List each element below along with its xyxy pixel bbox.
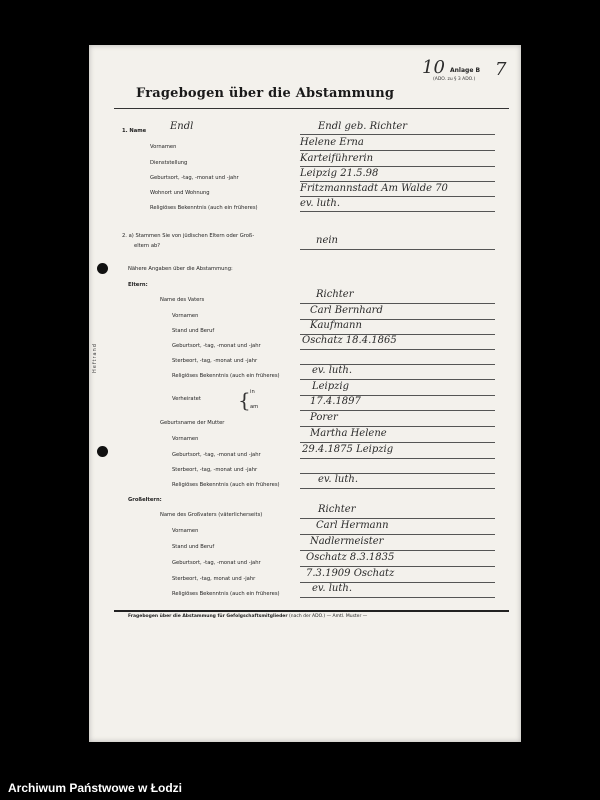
vater-relig-label: Religiöses Bekenntnis (auch ein früheres) [172, 373, 280, 379]
field-line [300, 597, 495, 598]
gv-geburt-value: Oschatz 8.3.1835 [306, 552, 395, 563]
gv-geburt-label: Geburtsort, -tag, -monat und -jahr [172, 560, 261, 566]
page-title: Fragebogen über die Abstammung [136, 86, 395, 101]
field-line [300, 249, 495, 250]
mutter-vornamen-value: Martha Helene [310, 428, 387, 439]
mutter-relig-value: ev. luth. [318, 474, 359, 485]
vater-beruf-value: Kaufmann [310, 320, 362, 331]
archive-label: Archiwum Państwowe w Łodzi [8, 781, 183, 795]
geburt-label: Geburtsort, -tag, -monat und -jahr [150, 175, 239, 181]
verheiratet-am-label: am [250, 404, 259, 410]
wohn-label: Wohnort und Wohnung [150, 190, 210, 196]
field-line [300, 349, 495, 350]
relig-value: ev. luth. [300, 198, 341, 209]
vater-geburt-label: Geburtsort, -tag, -monat und -jahr [172, 343, 261, 349]
vornamen-value: Helene Erna [300, 137, 364, 148]
verheiratet-am-value: 17.4.1897 [310, 396, 361, 407]
punch-hole [97, 446, 108, 457]
naehere-angaben: Nähere Angaben über die Abstammung: [128, 266, 233, 272]
field-line [300, 410, 495, 411]
gv-sterbe-value: 7.3.1909 Oschatz [306, 568, 395, 579]
anlage-label: Anlage B [450, 67, 481, 74]
field-line [300, 442, 495, 443]
footer-bold: Fragebogen über die Abstammung für Gefolgschaftsmitglieder [128, 614, 288, 619]
dienst-label: Dienststellung [150, 160, 188, 166]
grosseltern-heading: Großeltern: [128, 497, 162, 503]
vater-value: Richter [316, 289, 354, 300]
field-line [300, 303, 495, 304]
field-line [300, 426, 495, 427]
name-value-short: Endl [170, 121, 194, 132]
verheiratet-in-value: Leipzig [312, 381, 350, 392]
gv-beruf-value: Nadlermeister [310, 536, 384, 547]
eltern-heading: Eltern: [128, 282, 148, 288]
name-label: 1. Name [122, 128, 147, 134]
dienst-value: Karteiführerin [300, 153, 374, 164]
field-line [300, 550, 495, 551]
vater-geburt-value: Oschatz 18.4.1865 [302, 335, 397, 346]
mutter-value: Porer [310, 412, 338, 423]
vater-beruf-label: Stand und Beruf [172, 328, 215, 334]
grossvater-label: Name des Großvaters (väterlicherseits) [160, 512, 263, 518]
field-line [300, 518, 495, 519]
gv-vornamen-label: Vornamen [172, 528, 199, 534]
anlage-reference: (ADO. zu § 3 ADO.) [433, 77, 476, 82]
gv-vornamen-value: Carl Hermann [316, 520, 389, 531]
footer-rest: (nach der ADO.) — Amtl. Muster — [289, 614, 368, 619]
name-value-full: Endl geb. Richter [318, 121, 408, 132]
field-line [300, 458, 495, 459]
punch-hole [97, 263, 108, 274]
mutter-vornamen-label: Vornamen [172, 436, 199, 442]
question-jewish-line2: eltern ab? [134, 243, 161, 249]
verheiratet-in-label: in [250, 389, 255, 395]
mutter-sterbe-label: Sterbeort, -tag, -monat und -jahr [172, 467, 258, 473]
field-line [300, 488, 495, 489]
relig-label: Religiöses Bekenntnis (auch ein früheres) [150, 205, 258, 211]
mutter-geburt-label: Geburtsort, -tag, -monat und -jahr [172, 452, 261, 458]
handwritten-number: 10 [422, 57, 445, 78]
field-line [300, 211, 495, 212]
gv-beruf-label: Stand und Beruf [172, 544, 215, 550]
gv-sterbe-label: Sterbeort, -tag, monat und -jahr [172, 576, 256, 582]
question-jewish-value: nein [316, 235, 338, 246]
brace-glyph: { [238, 388, 251, 412]
mutter-geburt-value: 29.4.1875 Leipzig [302, 444, 394, 455]
mutter-label: Geburtsname der Mutter [160, 420, 225, 426]
field-line [300, 181, 495, 182]
grossvater-value: Richter [318, 504, 356, 515]
vater-label: Name des Vaters [160, 297, 205, 303]
footer-text [128, 614, 367, 619]
vornamen-label: Vornamen [150, 144, 177, 150]
field-line [300, 150, 495, 151]
vater-vornamen-label: Vornamen [172, 313, 199, 319]
handwritten-mark: 7 [495, 59, 507, 80]
title-divider [114, 108, 509, 109]
wohn-value: Fritzmannstadt Am Walde 70 [300, 183, 448, 194]
vater-sterbe-label: Sterbeort, -tag, -monat und -jahr [172, 358, 258, 364]
side-label: Heftrand [91, 343, 98, 373]
question-jewish-line1: 2. a) Stammen Sie von jüdischen Eltern oder Groß- [122, 233, 255, 239]
field-line [300, 566, 495, 567]
field-line [300, 134, 495, 135]
verheiratet-label: Verheiratet [172, 396, 201, 402]
footer-divider [114, 610, 509, 612]
gv-relig-value: ev. luth. [312, 583, 353, 594]
mutter-relig-label: Religiöses Bekenntnis (auch ein früheres) [172, 482, 280, 488]
field-line [300, 379, 495, 380]
vater-vornamen-value: Carl Bernhard [310, 305, 383, 316]
field-line [300, 166, 495, 167]
field-line [300, 196, 495, 197]
gv-relig-label: Religiöses Bekenntnis (auch ein früheres) [172, 591, 280, 597]
geburt-value: Leipzig 21.5.98 [300, 168, 379, 179]
vater-relig-value: ev. luth. [312, 365, 353, 376]
field-line [300, 534, 495, 535]
